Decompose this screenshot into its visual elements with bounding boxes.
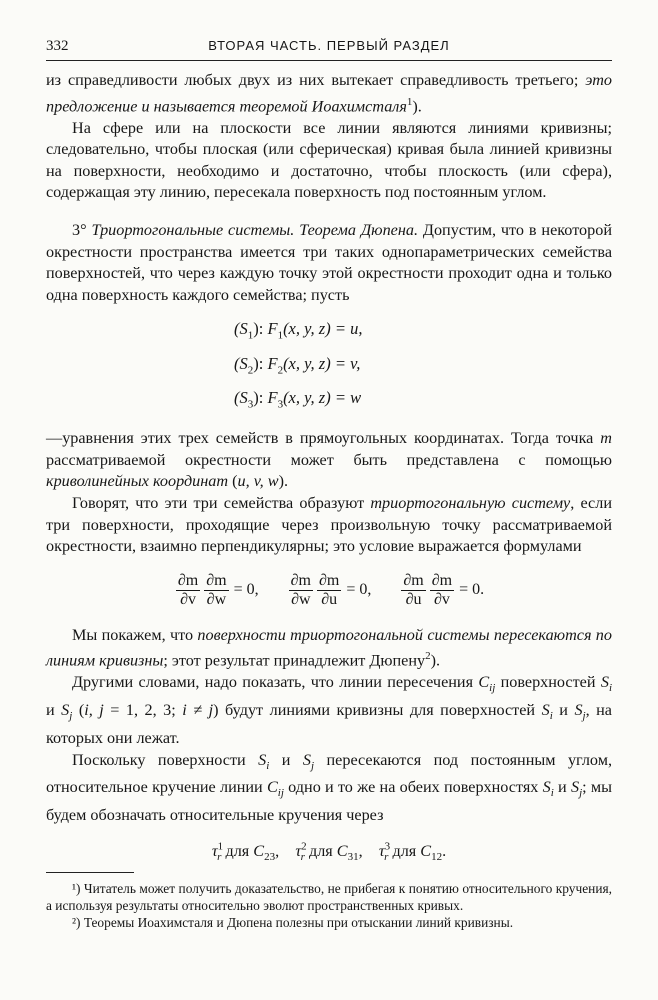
family-equation: $(S_3)$: $F_3(x$, y, z) = w <box>234 387 362 411</box>
footnotes <box>46 880 612 931</box>
torsion-notation <box>46 837 612 869</box>
paragraph-joachimsthal <box>46 70 612 118</box>
section-title: Триортогональные системы. Теорема Дюпена. <box>91 220 419 239</box>
torsion-item: $\tau^2_r$ для $C_{31}$, <box>295 840 375 864</box>
torsion-item: $\tau^3_r$ для $C_{12}$. <box>378 840 447 864</box>
orthogonality-equations <box>46 572 612 609</box>
page-number: 332 <box>46 38 69 54</box>
section-number: 3° <box>72 220 92 239</box>
text-run: Допустим, что в некоторой окрестности пространства имеется три таких однопараметрических семейства поверхностей, что через каждую точку этой окрестности проходит одна и только одна поверхность каждого семейства; пусть <box>46 220 612 304</box>
family-equation: $(S_1)$: $F_1(x$, y, z) = u, <box>234 319 363 342</box>
ortho-equation: $\frac{\partial m}{\partial u}$ $\frac{\partial m}{\partial v}$ = 0. <box>403 571 485 608</box>
text-run: из справедливости любых двух из них вытекает справедливость третьего; <box>46 71 586 89</box>
paragraph-in-other-words: Другими словами, надо показать, что линии пересечения $C_{ij}$ поверхностей $S_i$ и $S_j$ (i, j = 1, 2, 3; i ≠ j) будут линиями кривизны для поверхностей $S_i$ и $S_j$, на которых они лежат. <box>46 673 612 748</box>
running-head: ВТОРАЯ ЧАСТЬ. ПЕРВЫЙ РАЗДЕЛ <box>208 38 450 53</box>
footnote-1: ¹) Читатель может получить доказательство, не прибегая к понятию относительного кручения, а используя результаты относительно эволют пространственных кривых. <box>46 881 612 913</box>
page-header <box>46 38 612 61</box>
paragraph-curvilinear: —уравнения этих трех семейств в прямоугольных координатах. Тогда точка m рассматриваемой окрестности может быть представлена с помощью криволинейных координат (u, v, w). <box>46 429 612 491</box>
footnote-2: ²) Теоремы Иоахимсталя и Дюпена полезны при отыскании линий кривизны. <box>72 915 514 930</box>
footnote-ref: 1 <box>406 95 413 108</box>
family-equation: $(S_2)$: $F_2(x$, y, z) = v, <box>234 353 361 376</box>
curvilinear-coords-term: криволинейных координат <box>46 472 229 491</box>
ortho-equation: $\frac{\partial m}{\partial v}$ $\frac{\partial m}{\partial w}$ = 0, <box>177 571 259 608</box>
paragraph-sphere: На сфере или на плоскости все линии являются линиями кривизны; следовательно, чтобы плоская (или сферическая) кривая была линией кривизны на поверхности, необходимо и достаточно, чтобы плоскость (или сфера), содержащая эту линию, пересекала поверхность под постоянным углом. <box>46 118 612 202</box>
paragraph-relative-torsion: Поскольку поверхности $S_i$ и $S_j$ пересекаются под постоянным углом, относительное кручение линии $C_{ij}$ одно и то же на обеих поверхностях $S_i$ и $S_j$; мы будем обозначать относительные кручения через <box>46 750 613 825</box>
triorthogonal-term: триортогональную систему <box>370 494 571 512</box>
paragraph-dupin-intro <box>46 220 612 306</box>
paragraph-dupin-theorem: Мы покажем, что поверхности триортогональной системы пересекаются по линиям кривизны; этот результат принадлежит Дюпену$^2$). <box>46 625 612 670</box>
paragraph-triorthogonal: Говорят, что эти три семейства образуют триортогональную систему, если три поверхности, проходящие через произвольную точку рассматриваемой окрестности, взаимно перпендикулярны; это условие выражается формулами <box>46 494 612 556</box>
dupin-theorem-statement: поверхности триортогональной системы пересекаются по линиям кривизны <box>46 625 612 670</box>
ortho-equation: $\frac{\partial m}{\partial w}$ $\frac{\partial m}{\partial u}$ = 0, <box>290 571 372 608</box>
footnote-ref: 2 <box>425 650 431 663</box>
family-equations <box>234 315 612 418</box>
footnote-rule <box>46 872 134 873</box>
page-body <box>46 70 612 869</box>
theorem-statement: это предложение и называется теоремой Иоахимсталя <box>46 71 612 115</box>
text-run: ). <box>412 96 422 115</box>
torsion-item: $\tau^1_r$ для $C_{23}$, <box>211 840 292 864</box>
